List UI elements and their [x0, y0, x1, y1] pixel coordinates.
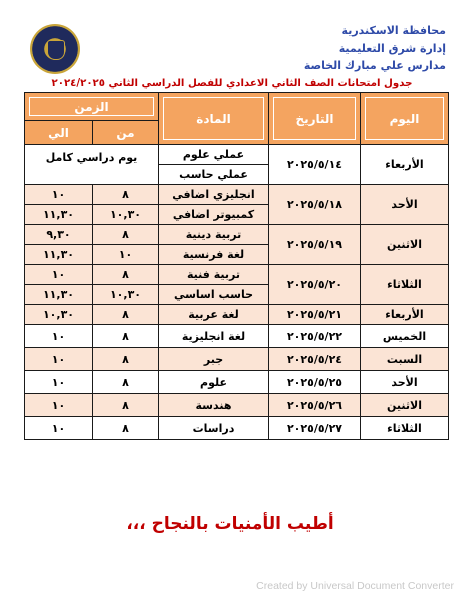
from-cell: ١٠,٣٠ [93, 205, 159, 225]
good-luck-message: أطيب الأمنيات بالنجاح ،،، [126, 514, 334, 534]
table-row [25, 265, 449, 285]
day-cell: الاثنين [361, 394, 449, 417]
date-cell: ٢٠٢٥/٥/١٩ [269, 225, 361, 265]
subject-cell: لغة فرنسية [159, 245, 269, 265]
to-cell: ١٠ [25, 325, 93, 348]
day-cell: الأربعاء [361, 305, 449, 325]
day-cell: الاثنين [361, 225, 449, 265]
from-cell: ٨ [93, 185, 159, 205]
date-cell: ٢٠٢٥/٥/١٨ [269, 185, 361, 225]
date-cell: ٢٠٢٥/٥/١٤ [269, 145, 361, 185]
header-to: الي [25, 121, 93, 145]
schedule-caption: جدول امتحانات الصف الثاني الاعدادي للفصل الدراسي الثاني ٢٠٢٤/٢٠٢٥ [51, 78, 413, 89]
day-cell: الأحد [361, 185, 449, 225]
from-cell: ١٠ [93, 245, 159, 265]
date-cell: ٢٠٢٥/٥/٢٤ [269, 348, 361, 371]
from-cell: ٨ [93, 265, 159, 285]
date-cell: ٢٠٢٥/٥/٢٥ [269, 371, 361, 394]
date-cell: ٢٠٢٥/٥/٢٢ [269, 325, 361, 348]
date-cell: ٢٠٢٥/٥/٢٠ [269, 265, 361, 305]
subject-cell: علوم [159, 371, 269, 394]
table-row [25, 325, 449, 348]
subject-cell: هندسة [159, 394, 269, 417]
day-cell: الخميس [361, 325, 449, 348]
subject-cell: انجليزي اضافي [159, 185, 269, 205]
subject-cell: عملي علوم [159, 145, 269, 165]
subject-cell: جبر [159, 348, 269, 371]
from-cell: ٨ [93, 371, 159, 394]
day-cell: الأحد [361, 371, 449, 394]
subject-cell: حاسب اساسي [159, 285, 269, 305]
from-cell: ٨ [93, 348, 159, 371]
subject-cell: لغة انجليزية [159, 325, 269, 348]
table-row [25, 145, 449, 165]
from-cell: ٨ [93, 394, 159, 417]
table-row [25, 371, 449, 394]
to-cell: ١٠ [25, 348, 93, 371]
full-day-cell: يوم دراسي كامل [25, 145, 159, 185]
day-cell: الثلاثاء [361, 265, 449, 305]
to-cell: ١٠ [25, 417, 93, 440]
table-row [25, 225, 449, 245]
from-cell: ١٠,٣٠ [93, 285, 159, 305]
table-row [25, 348, 449, 371]
to-cell: ٩,٣٠ [25, 225, 93, 245]
date-cell: ٢٠٢٥/٥/٢٦ [269, 394, 361, 417]
table-row [25, 305, 449, 325]
from-cell: ٨ [93, 305, 159, 325]
subject-cell: تربية دينية [159, 225, 269, 245]
governorate-title: محافظة الاسكندرية [341, 24, 446, 37]
subject-cell: تربية فنية [159, 265, 269, 285]
school-title: مدارس علي مبارك الخاصة [303, 59, 446, 72]
from-cell: ٨ [93, 325, 159, 348]
header-day: اليوم [361, 93, 449, 145]
header-subject: المادة [159, 93, 269, 145]
subject-cell: كمبيوتر اضافي [159, 205, 269, 225]
subject-cell: عملي حاسب [159, 165, 269, 185]
table-row [25, 394, 449, 417]
header-date: التاريخ [269, 93, 361, 145]
to-cell: ١٠,٣٠ [25, 305, 93, 325]
date-cell: ٢٠٢٥/٥/٢١ [269, 305, 361, 325]
table-row [25, 417, 449, 440]
table-row [25, 185, 449, 205]
to-cell: ١١,٣٠ [25, 285, 93, 305]
subject-cell: لغة عربية [159, 305, 269, 325]
to-cell: ١٠ [25, 185, 93, 205]
from-cell: ٨ [93, 225, 159, 245]
header-time: الزمن [25, 93, 159, 121]
administration-title: إدارة شرق التعليمية [338, 42, 446, 55]
to-cell: ١١,٣٠ [25, 205, 93, 225]
to-cell: ١٠ [25, 265, 93, 285]
day-cell: السبت [361, 348, 449, 371]
to-cell: ١٠ [25, 394, 93, 417]
day-cell: الأربعاء [361, 145, 449, 185]
from-cell: ٨ [93, 417, 159, 440]
school-logo [30, 24, 80, 74]
exam-schedule-table [24, 92, 449, 440]
to-cell: ١٠ [25, 371, 93, 394]
header-from: من [93, 121, 159, 145]
to-cell: ١١,٣٠ [25, 245, 93, 265]
day-cell: الثلاثاء [361, 417, 449, 440]
date-cell: ٢٠٢٥/٥/٢٧ [269, 417, 361, 440]
subject-cell: دراسات [159, 417, 269, 440]
watermark: Created by Universal Document Converter [256, 580, 454, 592]
